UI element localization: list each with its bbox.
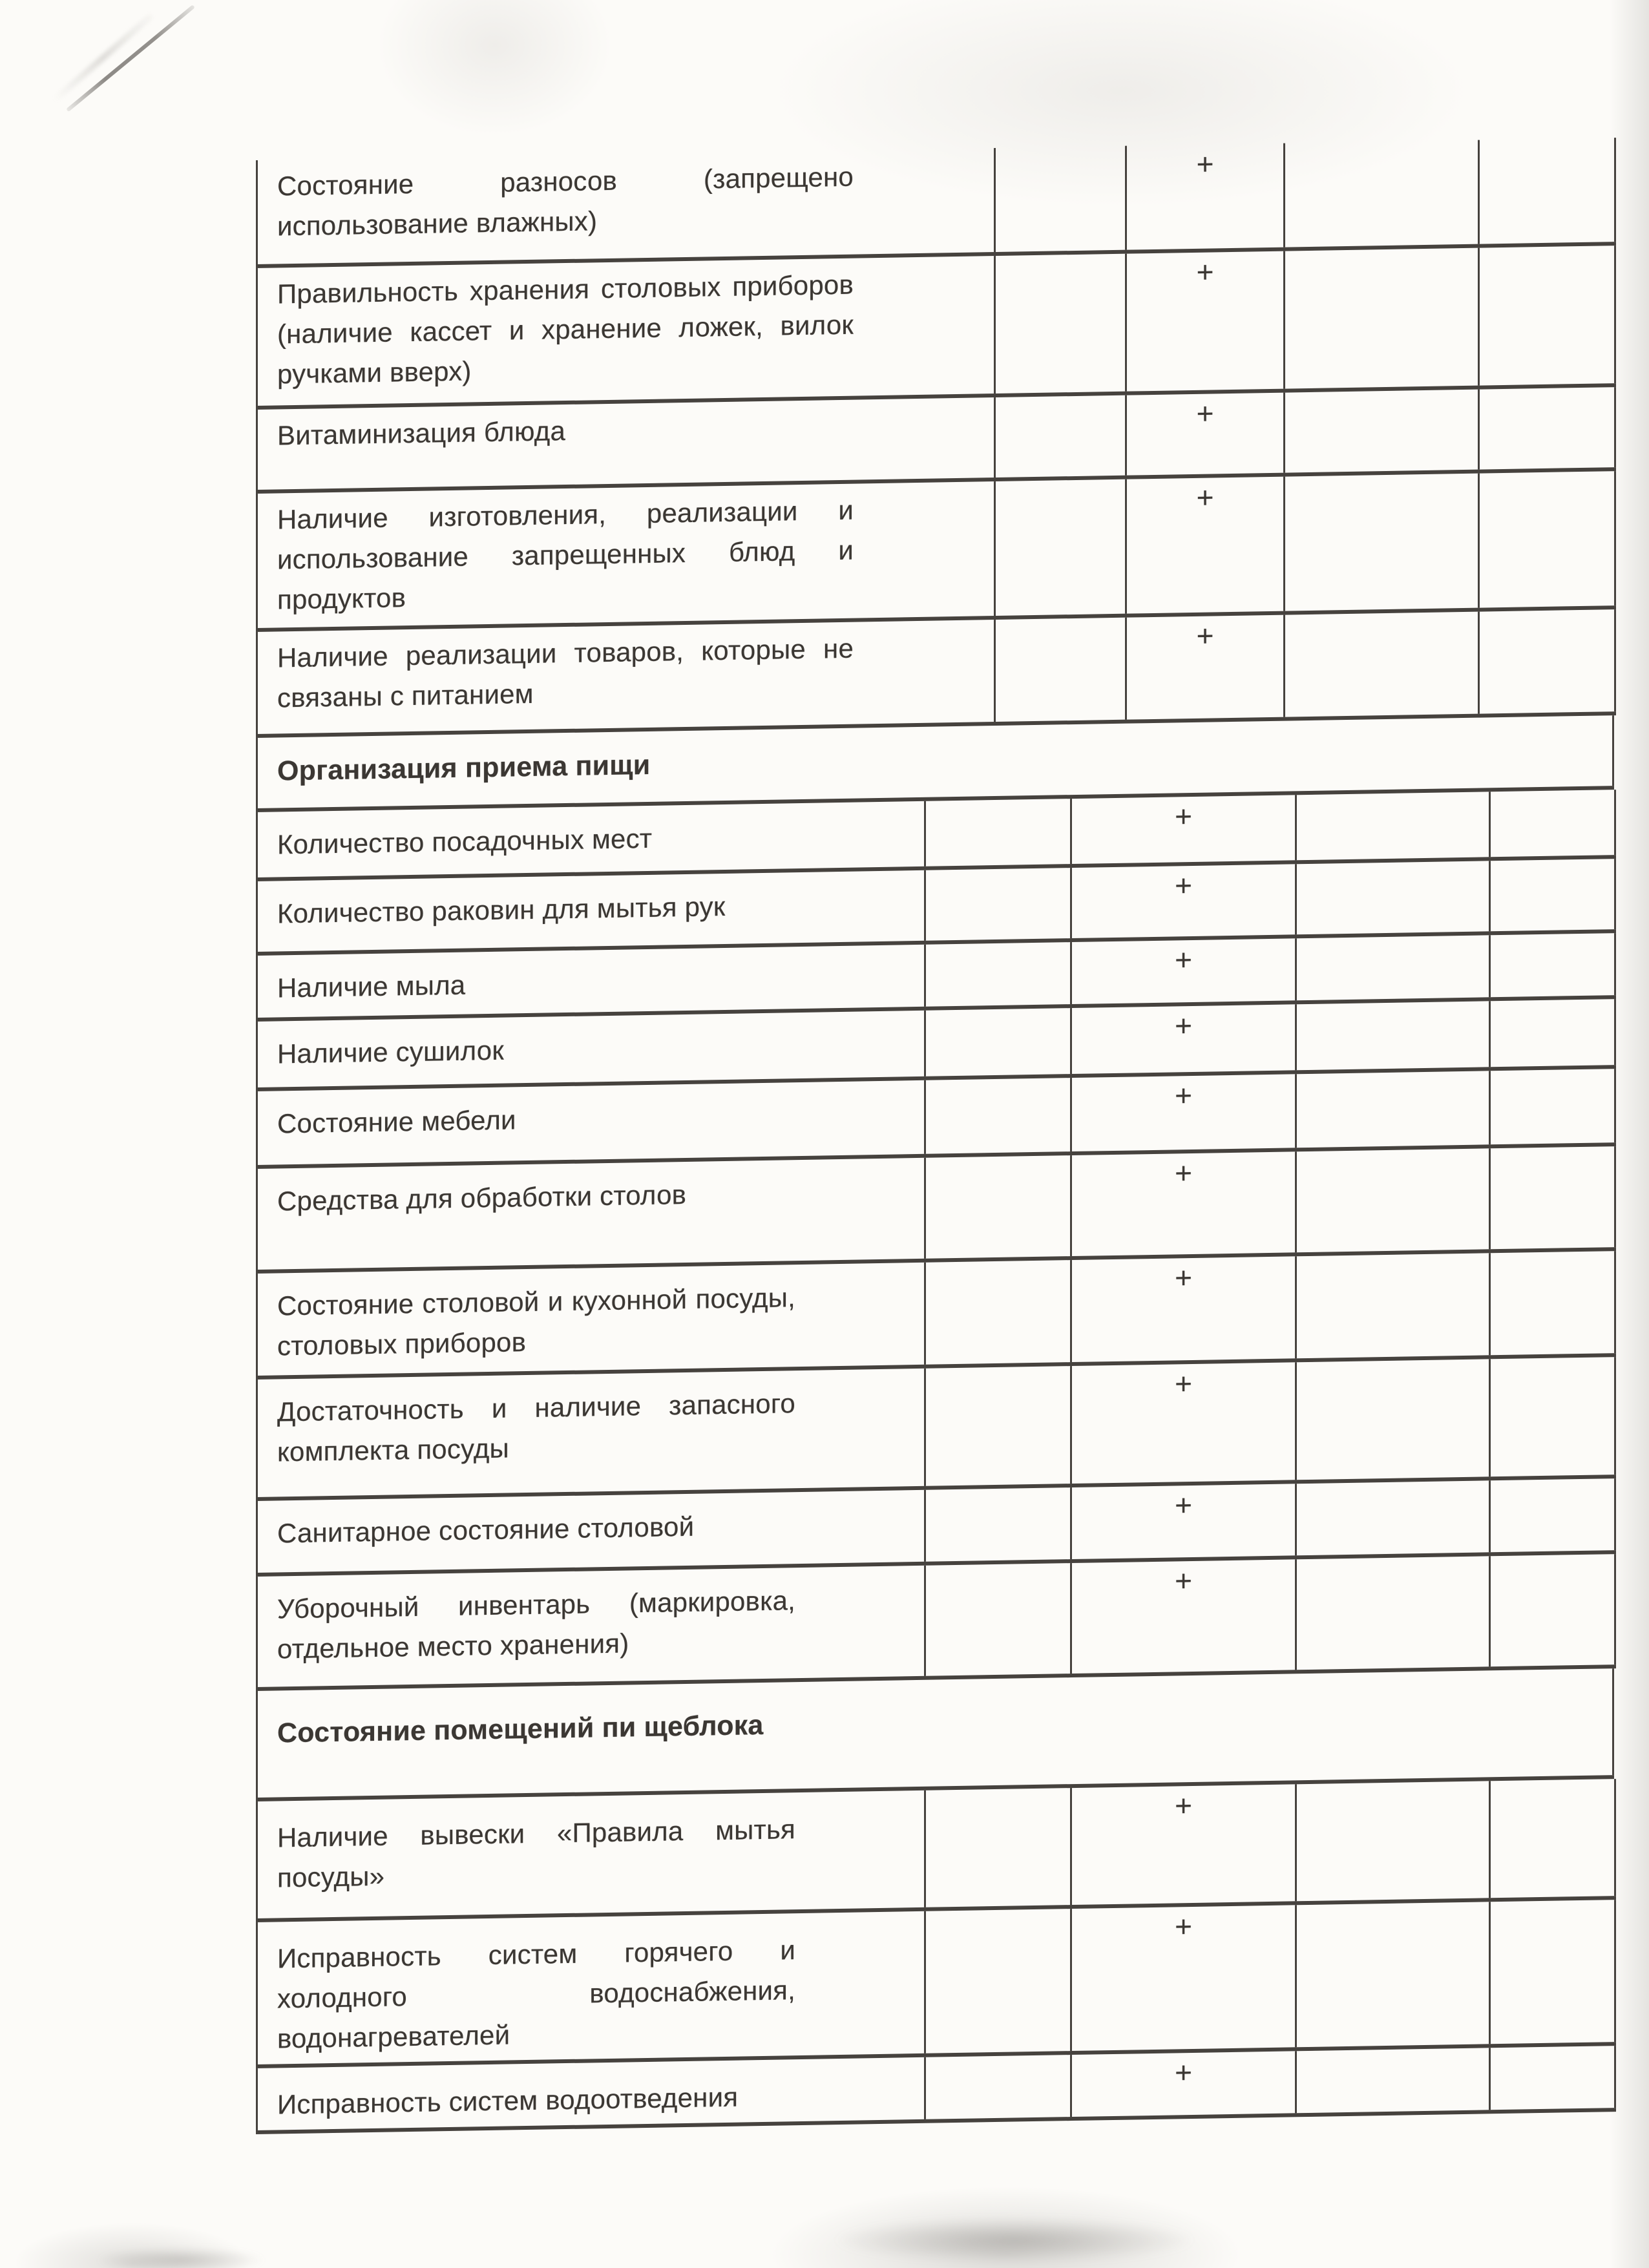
inspection-checklist-table: [256, 138, 1614, 2134]
empty-cell: [925, 1907, 1071, 2055]
empty-cell: [1490, 1067, 1615, 1146]
row-label: Наличие сушилок: [257, 1009, 925, 1089]
empty-cell: [1490, 1552, 1615, 1668]
row-label: Наличие мыла: [257, 943, 925, 1020]
empty-cell: [995, 478, 1126, 618]
empty-cell: [925, 1561, 1071, 1678]
mark-cell: +: [1071, 1072, 1296, 1153]
section-header-row: [257, 1668, 1613, 1800]
empty-cell: [1296, 1781, 1490, 1903]
empty-cell: [1296, 2046, 1490, 2115]
empty-cell: [1296, 859, 1490, 936]
mark-cell: +: [1071, 795, 1296, 866]
empty-cell: [995, 394, 1126, 479]
empty-cell: [1490, 1355, 1615, 1478]
empty-cell: [1296, 1478, 1490, 1557]
mark-cell: +: [1071, 1150, 1296, 1258]
mark-cell: +: [1071, 1903, 1296, 2053]
empty-cell: [995, 252, 1126, 395]
mark-cell: +: [1071, 936, 1296, 1006]
empty-cell: [1285, 246, 1479, 391]
table-row: [257, 1898, 1615, 2066]
mark-cell: +: [1126, 249, 1285, 394]
empty-cell: [925, 1258, 1071, 1367]
empty-cell: [1490, 1249, 1615, 1357]
empty-cell: [1296, 1900, 1490, 2049]
row-label: Наличие вывески «Правила мытья посуды»: [257, 1790, 925, 1920]
mark-cell: +: [1071, 1557, 1296, 1675]
empty-cell: [1296, 792, 1490, 862]
table-row: [257, 1355, 1615, 1499]
table-row: [257, 607, 1615, 736]
table-row: [257, 469, 1615, 630]
row-label: Средства для обработки столов: [257, 1156, 925, 1272]
empty-cell: [1296, 1251, 1490, 1360]
mark-cell: +: [1071, 1784, 1296, 1907]
table-section-header-2: [256, 1668, 1614, 1801]
table-row: [257, 1779, 1615, 1920]
empty-cell: [1285, 472, 1479, 613]
empty-cell: [925, 2053, 1071, 2121]
empty-cell: [1490, 857, 1615, 933]
row-label: Правильность хранения столовых приборов (наличие кассет и хранение ложек, вилок ручками вверх): [257, 254, 995, 408]
empty-cell: [925, 1153, 1071, 1261]
row-label: Исправность систем горячего и холодного водоснабжения, водонагревателей: [257, 1909, 925, 2066]
row-label: Исправность систем водоотведения: [257, 2055, 925, 2132]
empty-cell: [1490, 790, 1615, 859]
empty-cell: [1490, 1779, 1615, 1900]
empty-cell: [1479, 607, 1615, 715]
table-row: [257, 244, 1615, 408]
empty-cell: [1490, 2044, 1615, 2112]
section-header: Организация приема пищи: [257, 715, 1613, 810]
empty-cell: [925, 1788, 1071, 1909]
empty-cell: [995, 146, 1126, 254]
empty-cell: [925, 940, 1071, 1009]
empty-cell: [1296, 933, 1490, 1002]
mark-cell: +: [1126, 475, 1285, 616]
row-label: Состояние мебели: [257, 1078, 925, 1167]
empty-cell: [1479, 385, 1615, 471]
empty-cell: [1479, 244, 1615, 387]
empty-cell: [1490, 997, 1615, 1069]
row-label: Санитарное состояние столовой: [257, 1488, 925, 1575]
row-label: Наличие изготовления, реализации и использование запрещенных блюд и продуктов: [257, 479, 995, 630]
mark-cell: +: [1071, 1254, 1296, 1364]
empty-cell: [925, 866, 1071, 943]
page-fold-line-artifact: [66, 5, 195, 112]
empty-cell: [925, 1076, 1071, 1156]
empty-cell: [1490, 931, 1615, 999]
empty-cell: [1296, 1146, 1490, 1254]
row-label: Уборочный инвентарь (маркировка, отдельное место хранения): [257, 1564, 925, 1689]
mark-cell: +: [1126, 143, 1285, 252]
empty-cell: [1296, 999, 1490, 1072]
empty-cell: [995, 616, 1126, 724]
empty-cell: [1296, 1069, 1490, 1150]
empty-cell: [925, 799, 1071, 868]
row-label: Количество раковин для мытья рук: [257, 868, 925, 954]
row-label: Состояние столовой и кухонной посуды, столовых приборов: [257, 1261, 925, 1378]
empty-cell: [1479, 138, 1615, 246]
empty-cell: [1479, 469, 1615, 609]
row-label: Достаточность и наличие запасного комплекта посуды: [257, 1367, 925, 1499]
scan-smudge-corner: [97, 2247, 265, 2268]
mark-cell: +: [1071, 1360, 1296, 1486]
empty-cell: [1285, 610, 1479, 719]
row-label: Состояние разносов (запрещено использование влажных): [257, 148, 995, 266]
scan-smudge-bottom: [834, 2218, 1195, 2263]
mark-cell: +: [1071, 862, 1296, 940]
empty-cell: [1490, 1476, 1615, 1554]
empty-cell: [925, 1006, 1071, 1078]
table-section-upper: [256, 138, 1616, 738]
row-label: Витаминизация блюда: [257, 395, 995, 492]
mark-cell: +: [1071, 2049, 1296, 2119]
mark-cell: +: [1071, 1482, 1296, 1561]
empty-cell: [1490, 1144, 1615, 1251]
row-label: Количество посадочных мест: [257, 801, 925, 879]
row-label: Наличие реализации товаров, которые не связаны с питанием: [257, 618, 995, 736]
empty-cell: [1490, 1898, 1615, 2046]
empty-cell: [925, 1364, 1071, 1488]
empty-cell: [1285, 140, 1479, 249]
table-row: [257, 1552, 1615, 1689]
empty-cell: [1296, 1357, 1490, 1482]
section-header: Состояние помещений пи щеблока: [257, 1668, 1613, 1800]
empty-cell: [925, 1486, 1071, 1564]
table-section-middle: [256, 790, 1616, 1691]
empty-cell: [1296, 1554, 1490, 1672]
mark-cell: +: [1071, 1002, 1296, 1076]
page-fold-shadow-artifact: [52, 13, 154, 103]
empty-cell: [1285, 388, 1479, 475]
mark-cell: +: [1126, 613, 1285, 722]
table-section-bottom: [256, 1779, 1616, 2134]
mark-cell: +: [1126, 391, 1285, 478]
